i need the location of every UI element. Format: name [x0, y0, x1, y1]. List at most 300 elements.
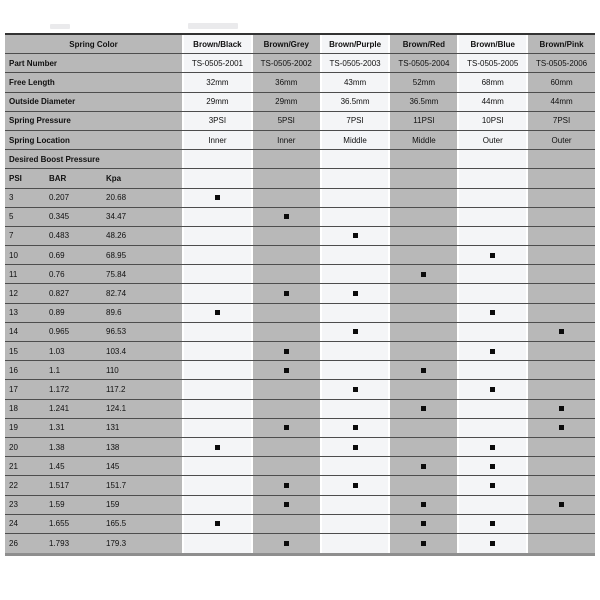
- spec-value-desired_boost-col2: [251, 150, 320, 168]
- spec-row-label-spring_location: Spring Location: [5, 131, 182, 149]
- spec-value-spring_location-col3: Middle: [320, 131, 389, 149]
- spec-value-part_number-col3: TS-0505-2003: [320, 54, 389, 72]
- boost-mark-cell-col5: [457, 304, 526, 322]
- boost-mark-cell-col5: [457, 457, 526, 475]
- psi-value: 26: [9, 538, 18, 548]
- kpa-value: 165.5: [106, 519, 127, 529]
- boost-row-23psi: [5, 496, 595, 515]
- unit-header-empty-col5: [457, 169, 526, 187]
- boost-marker: [490, 483, 495, 488]
- boost-mark-cell-col5: [457, 534, 526, 553]
- boost-mark-cell-col5: [457, 361, 526, 379]
- boost-mark-cell-col3: [320, 323, 389, 341]
- boost-row-11psi: [5, 265, 595, 284]
- boost-mark-cell-col1: [182, 246, 251, 264]
- boost-mark-cell-col6: [526, 227, 595, 245]
- boost-row-values: [5, 284, 182, 302]
- boost-marker: [353, 425, 358, 430]
- spec-value-color-col5: Brown/Blue: [457, 35, 526, 53]
- psi-value: 23: [9, 500, 18, 510]
- boost-marker: [490, 253, 495, 258]
- boost-row-values: [5, 342, 182, 360]
- boost-marker: [490, 310, 495, 315]
- kpa-value: 103.4: [106, 346, 127, 356]
- spec-value-part_number-col2: TS-0505-2002: [251, 54, 320, 72]
- boost-marker: [284, 483, 289, 488]
- unit-header-psi: PSI: [9, 173, 22, 183]
- bar-value: 1.172: [49, 384, 70, 394]
- boost-mark-cell-col6: [526, 515, 595, 533]
- boost-row-14psi: [5, 323, 595, 342]
- boost-marker: [490, 541, 495, 546]
- spec-row-outside_diameter: [5, 93, 595, 112]
- spec-value-spring_location-col1: Inner: [182, 131, 251, 149]
- boost-mark-cell-col4: [388, 189, 457, 207]
- boost-row-20psi: [5, 438, 595, 457]
- psi-value: 11: [9, 269, 18, 279]
- psi-value: 14: [9, 327, 18, 337]
- boost-marker: [490, 349, 495, 354]
- boost-marker: [284, 291, 289, 296]
- bar-value: 0.89: [49, 308, 65, 318]
- kpa-value: 145: [106, 461, 120, 471]
- spec-value-desired_boost-col3: [320, 150, 389, 168]
- kpa-value: 96.53: [106, 327, 127, 337]
- boost-marker: [490, 445, 495, 450]
- spec-value-part_number-col4: TS-0505-2004: [388, 54, 457, 72]
- boost-marker: [353, 233, 358, 238]
- boost-mark-cell-col2: [251, 380, 320, 398]
- bar-value: 0.69: [49, 250, 65, 260]
- boost-mark-cell-col5: [457, 496, 526, 514]
- boost-row-values: [5, 304, 182, 322]
- boost-marker: [215, 445, 220, 450]
- boost-mark-cell-col1: [182, 342, 251, 360]
- boost-mark-cell-col4: [388, 419, 457, 437]
- boost-mark-cell-col1: [182, 265, 251, 283]
- boost-mark-cell-col3: [320, 246, 389, 264]
- boost-mark-cell-col2: [251, 419, 320, 437]
- boost-mark-cell-col5: [457, 246, 526, 264]
- spec-row-label-free_length: Free Length: [5, 73, 182, 91]
- bar-value: 0.345: [49, 212, 70, 222]
- boost-row-values: [5, 380, 182, 398]
- spec-value-free_length-col1: 32mm: [182, 73, 251, 91]
- boost-mark-cell-col4: [388, 342, 457, 360]
- boost-mark-cell-col1: [182, 457, 251, 475]
- boost-mark-cell-col4: [388, 323, 457, 341]
- spec-value-spring_pressure-col2: 5PSI: [251, 112, 320, 130]
- kpa-value: 34.47: [106, 212, 127, 222]
- psi-value: 19: [9, 423, 18, 433]
- spec-value-desired_boost-col4: [388, 150, 457, 168]
- boost-marker: [421, 521, 426, 526]
- spec-value-spring_location-col6: Outer: [526, 131, 595, 149]
- boost-mark-cell-col5: [457, 227, 526, 245]
- boost-mark-cell-col3: [320, 304, 389, 322]
- boost-marker: [215, 195, 220, 200]
- boost-row-values: [5, 534, 182, 553]
- spec-value-color-col1: Brown/Black: [182, 35, 251, 53]
- spec-value-outside_diameter-col3: 36.5mm: [320, 93, 389, 111]
- spec-value-outside_diameter-col1: 29mm: [182, 93, 251, 111]
- faint-artifact: [50, 24, 70, 29]
- kpa-value: 48.26: [106, 231, 127, 241]
- boost-mark-cell-col6: [526, 323, 595, 341]
- spec-value-color-col4: Brown/Red: [388, 35, 457, 53]
- boost-marker: [284, 368, 289, 373]
- boost-mark-cell-col1: [182, 227, 251, 245]
- boost-marker: [353, 291, 358, 296]
- spec-value-outside_diameter-col5: 44mm: [457, 93, 526, 111]
- boost-marker: [284, 349, 289, 354]
- psi-value: 20: [9, 442, 18, 452]
- boost-mark-cell-col3: [320, 438, 389, 456]
- kpa-value: 82.74: [106, 289, 127, 299]
- spec-value-spring_location-col5: Outer: [457, 131, 526, 149]
- boost-row-values: [5, 227, 182, 245]
- boost-mark-cell-col2: [251, 534, 320, 553]
- boost-marker: [421, 406, 426, 411]
- boost-mark-cell-col4: [388, 265, 457, 283]
- boost-row-values: [5, 323, 182, 341]
- spec-row-color: [5, 35, 595, 54]
- boost-row-values: [5, 476, 182, 494]
- spec-value-color-col6: Brown/Pink: [526, 35, 595, 53]
- kpa-value: 138: [106, 442, 120, 452]
- boost-row-26psi: [5, 534, 595, 553]
- boost-mark-cell-col3: [320, 457, 389, 475]
- boost-mark-cell-col3: [320, 208, 389, 226]
- bar-value: 1.45: [49, 461, 65, 471]
- spec-value-free_length-col2: 36mm: [251, 73, 320, 91]
- spec-value-free_length-col6: 60mm: [526, 73, 595, 91]
- boost-row-21psi: [5, 457, 595, 476]
- unit-header-kpa: Kpa: [106, 173, 122, 183]
- boost-mark-cell-col1: [182, 323, 251, 341]
- boost-mark-cell-col4: [388, 227, 457, 245]
- boost-mark-cell-col6: [526, 246, 595, 264]
- unit-header-labels: [5, 169, 182, 187]
- kpa-value: 117.2: [106, 384, 126, 394]
- kpa-value: 110: [106, 365, 119, 375]
- boost-row-7psi: [5, 227, 595, 246]
- boost-row-values: [5, 457, 182, 475]
- bar-value: 1.517: [49, 480, 70, 490]
- boost-row-12psi: [5, 284, 595, 303]
- boost-row-values: [5, 361, 182, 379]
- spec-value-desired_boost-col1: [182, 150, 251, 168]
- boost-mark-cell-col3: [320, 361, 389, 379]
- boost-row-values: [5, 265, 182, 283]
- boost-mark-cell-col2: [251, 515, 320, 533]
- boost-mark-cell-col3: [320, 227, 389, 245]
- boost-marker: [559, 329, 564, 334]
- boost-mark-cell-col3: [320, 400, 389, 418]
- boost-mark-cell-col1: [182, 476, 251, 494]
- bar-value: 1.793: [49, 538, 70, 548]
- boost-mark-cell-col3: [320, 496, 389, 514]
- spec-row-free_length: [5, 73, 595, 92]
- spec-row-spring_location: [5, 131, 595, 150]
- psi-value: 13: [9, 308, 18, 318]
- psi-value: 24: [9, 519, 18, 529]
- boost-marker: [284, 214, 289, 219]
- boost-mark-cell-col3: [320, 189, 389, 207]
- boost-mark-cell-col2: [251, 304, 320, 322]
- boost-mark-cell-col1: [182, 419, 251, 437]
- unit-header-empty-col2: [251, 169, 320, 187]
- spring-spec-table: [5, 33, 595, 556]
- boost-mark-cell-col5: [457, 208, 526, 226]
- boost-mark-cell-col4: [388, 246, 457, 264]
- boost-mark-cell-col1: [182, 380, 251, 398]
- spec-row-label-part_number: Part Number: [5, 54, 182, 72]
- kpa-value: 124.1: [106, 404, 127, 414]
- boost-mark-cell-col6: [526, 438, 595, 456]
- boost-mark-cell-col3: [320, 284, 389, 302]
- boost-row-5psi: [5, 208, 595, 227]
- spec-row-desired_boost: [5, 150, 595, 169]
- bar-value: 0.483: [49, 231, 70, 241]
- spec-row-label-spring_pressure: Spring Pressure: [5, 112, 182, 130]
- spec-value-spring_location-col2: Inner: [251, 131, 320, 149]
- boost-mark-cell-col2: [251, 208, 320, 226]
- boost-mark-cell-col6: [526, 534, 595, 553]
- unit-header-empty-col4: [388, 169, 457, 187]
- spec-row-label-desired_boost: Desired Boost Pressure: [5, 150, 182, 168]
- boost-mark-cell-col1: [182, 304, 251, 322]
- spec-row-label-color: Spring Color: [5, 35, 182, 53]
- boost-mark-cell-col4: [388, 515, 457, 533]
- boost-mark-cell-col2: [251, 189, 320, 207]
- kpa-value: 89.6: [106, 308, 122, 318]
- boost-row-17psi: [5, 380, 595, 399]
- unit-header-empty-col1: [182, 169, 251, 187]
- boost-mark-cell-col6: [526, 419, 595, 437]
- boost-mark-cell-col6: [526, 496, 595, 514]
- boost-mark-cell-col3: [320, 476, 389, 494]
- boost-mark-cell-col2: [251, 284, 320, 302]
- boost-row-values: [5, 515, 182, 533]
- boost-mark-cell-col6: [526, 208, 595, 226]
- boost-marker: [353, 329, 358, 334]
- boost-mark-cell-col2: [251, 361, 320, 379]
- boost-mark-cell-col4: [388, 438, 457, 456]
- boost-mark-cell-col6: [526, 304, 595, 322]
- psi-value: 10: [9, 250, 18, 260]
- boost-marker: [215, 521, 220, 526]
- boost-row-16psi: [5, 361, 595, 380]
- bar-value: 1.38: [49, 442, 65, 452]
- spec-value-outside_diameter-col2: 29mm: [251, 93, 320, 111]
- boost-mark-cell-col6: [526, 400, 595, 418]
- boost-mark-cell-col6: [526, 361, 595, 379]
- spec-value-desired_boost-col5: [457, 150, 526, 168]
- boost-row-22psi: [5, 476, 595, 495]
- unit-header-row: [5, 169, 595, 188]
- boost-marker: [284, 502, 289, 507]
- boost-mark-cell-col3: [320, 265, 389, 283]
- spec-value-spring_location-col4: Middle: [388, 131, 457, 149]
- boost-mark-cell-col3: [320, 419, 389, 437]
- bar-value: 1.03: [49, 346, 65, 356]
- spec-value-outside_diameter-col4: 36.5mm: [388, 93, 457, 111]
- psi-value: 12: [9, 289, 18, 299]
- boost-mark-cell-col6: [526, 284, 595, 302]
- psi-value: 18: [9, 404, 18, 414]
- spec-value-free_length-col3: 43mm: [320, 73, 389, 91]
- boost-mark-cell-col1: [182, 534, 251, 553]
- boost-mark-cell-col5: [457, 380, 526, 398]
- boost-mark-cell-col5: [457, 342, 526, 360]
- boost-mark-cell-col4: [388, 284, 457, 302]
- unit-header-empty-col3: [320, 169, 389, 187]
- spec-row-part_number: [5, 54, 595, 73]
- boost-row-values: [5, 189, 182, 207]
- spec-value-spring_pressure-col5: 10PSI: [457, 112, 526, 130]
- boost-marker: [490, 521, 495, 526]
- boost-marker: [421, 502, 426, 507]
- boost-mark-cell-col4: [388, 361, 457, 379]
- kpa-value: 75.84: [106, 269, 127, 279]
- boost-mark-cell-col1: [182, 284, 251, 302]
- spec-value-outside_diameter-col6: 44mm: [526, 93, 595, 111]
- boost-mark-cell-col4: [388, 457, 457, 475]
- boost-mark-cell-col6: [526, 265, 595, 283]
- boost-marker: [421, 541, 426, 546]
- boost-mark-cell-col5: [457, 189, 526, 207]
- boost-row-18psi: [5, 400, 595, 419]
- boost-mark-cell-col2: [251, 476, 320, 494]
- boost-mark-cell-col2: [251, 438, 320, 456]
- boost-mark-cell-col5: [457, 419, 526, 437]
- kpa-value: 151.7: [106, 480, 127, 490]
- boost-row-13psi: [5, 304, 595, 323]
- psi-value: 5: [9, 212, 14, 222]
- boost-mark-cell-col1: [182, 515, 251, 533]
- boost-mark-cell-col2: [251, 227, 320, 245]
- boost-marker: [559, 406, 564, 411]
- boost-mark-cell-col6: [526, 476, 595, 494]
- boost-mark-cell-col4: [388, 208, 457, 226]
- spec-value-spring_pressure-col3: 7PSI: [320, 112, 389, 130]
- boost-mark-cell-col3: [320, 515, 389, 533]
- boost-row-15psi: [5, 342, 595, 361]
- boost-mark-cell-col4: [388, 304, 457, 322]
- boost-mark-cell-col2: [251, 457, 320, 475]
- boost-mark-cell-col2: [251, 400, 320, 418]
- boost-mark-cell-col1: [182, 496, 251, 514]
- boost-mark-cell-col4: [388, 534, 457, 553]
- psi-value: 15: [9, 346, 18, 356]
- boost-mark-cell-col1: [182, 400, 251, 418]
- boost-mark-cell-col5: [457, 400, 526, 418]
- boost-row-values: [5, 438, 182, 456]
- spec-value-part_number-col5: TS-0505-2005: [457, 54, 526, 72]
- boost-mark-cell-col4: [388, 496, 457, 514]
- boost-row-values: [5, 208, 182, 226]
- boost-mark-cell-col5: [457, 284, 526, 302]
- boost-mark-cell-col1: [182, 361, 251, 379]
- psi-value: 3: [9, 193, 14, 203]
- kpa-value: 68.95: [106, 250, 127, 260]
- psi-value: 16: [9, 365, 18, 375]
- boost-mark-cell-col6: [526, 380, 595, 398]
- boost-mark-cell-col6: [526, 342, 595, 360]
- boost-marker: [490, 387, 495, 392]
- bar-value: 1.1: [49, 365, 61, 375]
- boost-mark-cell-col2: [251, 265, 320, 283]
- boost-mark-cell-col6: [526, 457, 595, 475]
- boost-mark-cell-col3: [320, 534, 389, 553]
- boost-row-24psi: [5, 515, 595, 534]
- boost-mark-cell-col1: [182, 438, 251, 456]
- boost-marker: [490, 464, 495, 469]
- spec-row-spring_pressure: [5, 112, 595, 131]
- boost-mark-cell-col2: [251, 246, 320, 264]
- bar-value: 1.31: [49, 423, 65, 433]
- boost-marker: [353, 387, 358, 392]
- boost-marker: [353, 483, 358, 488]
- boost-marker: [421, 464, 426, 469]
- boost-mark-cell-col5: [457, 515, 526, 533]
- boost-mark-cell-col5: [457, 438, 526, 456]
- boost-row-19psi: [5, 419, 595, 438]
- spec-value-part_number-col1: TS-0505-2001: [182, 54, 251, 72]
- boost-mark-cell-col1: [182, 189, 251, 207]
- bar-value: 1.59: [49, 500, 65, 510]
- boost-mark-cell-col2: [251, 323, 320, 341]
- bar-value: 0.76: [49, 269, 65, 279]
- boost-marker: [353, 445, 358, 450]
- boost-mark-cell-col5: [457, 476, 526, 494]
- boost-mark-cell-col5: [457, 265, 526, 283]
- boost-mark-cell-col4: [388, 380, 457, 398]
- unit-header-bar: BAR: [49, 173, 67, 183]
- spec-value-spring_pressure-col6: 7PSI: [526, 112, 595, 130]
- boost-marker: [284, 541, 289, 546]
- bar-value: 0.827: [49, 289, 70, 299]
- boost-row-values: [5, 246, 182, 264]
- psi-value: 7: [9, 231, 14, 241]
- boost-mark-cell-col4: [388, 476, 457, 494]
- psi-value: 17: [9, 384, 18, 394]
- psi-value: 22: [9, 480, 18, 490]
- spec-value-desired_boost-col6: [526, 150, 595, 168]
- boost-marker: [559, 425, 564, 430]
- faint-artifact: [188, 23, 238, 29]
- spec-value-free_length-col5: 68mm: [457, 73, 526, 91]
- psi-value: 21: [9, 461, 18, 471]
- boost-mark-cell-col6: [526, 189, 595, 207]
- spec-row-label-outside_diameter: Outside Diameter: [5, 93, 182, 111]
- boost-row-values: [5, 419, 182, 437]
- boost-mark-cell-col1: [182, 208, 251, 226]
- bar-value: 0.207: [49, 193, 70, 203]
- boost-row-values: [5, 400, 182, 418]
- kpa-value: 159: [106, 500, 120, 510]
- spec-value-free_length-col4: 52mm: [388, 73, 457, 91]
- boost-marker: [215, 310, 220, 315]
- kpa-value: 131: [106, 423, 120, 433]
- bar-value: 1.241: [49, 404, 70, 414]
- kpa-value: 179.3: [106, 538, 127, 548]
- boost-mark-cell-col3: [320, 380, 389, 398]
- boost-row-10psi: [5, 246, 595, 265]
- boost-marker: [284, 425, 289, 430]
- bar-value: 0.965: [49, 327, 70, 337]
